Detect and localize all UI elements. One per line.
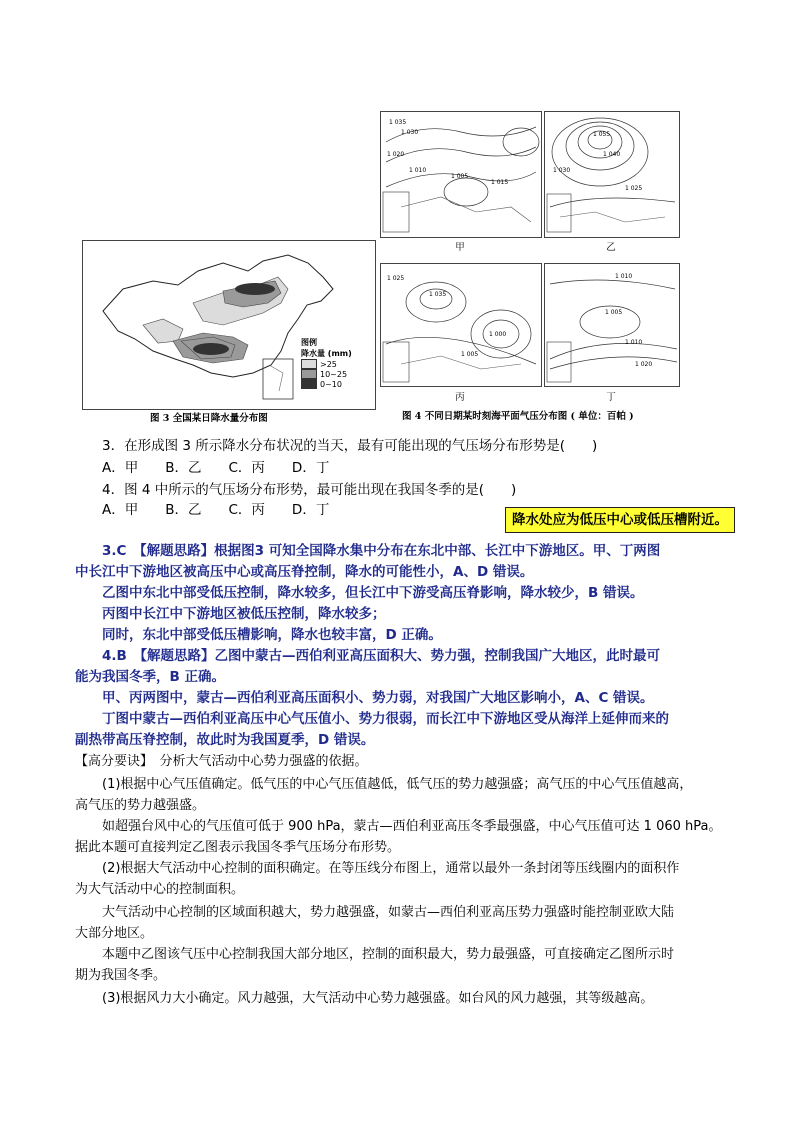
analysis-line: 乙图中东北中部受低压控制，降水较多，但长江中下游受高压脊影响，降水较少，B 错误。	[102, 585, 644, 601]
svg-text:1 035: 1 035	[389, 119, 407, 126]
svg-text:1 025: 1 025	[625, 185, 643, 192]
tips-heading: 【高分要诀】 分析大气活动中心势力强盛的依据。	[75, 754, 368, 769]
legend-item	[301, 379, 373, 389]
legend-label: 0~10	[320, 379, 342, 389]
svg-text:1 030: 1 030	[553, 167, 571, 174]
map-label-yi: 乙	[606, 242, 616, 253]
map-label-bing: 丙	[455, 392, 465, 403]
map-label-jia: 甲	[455, 242, 465, 253]
svg-text:1 005: 1 005	[461, 351, 479, 358]
legend-label: >25	[320, 359, 337, 369]
svg-text:1 020: 1 020	[387, 151, 405, 158]
legend-label: 10~25	[320, 369, 348, 379]
tips-line: 期为我国冬季。	[75, 968, 167, 983]
tips-line: (2)根据大气活动中心控制的面积确定。在等压线分布图上，通常以最外一条封闭等压线圈内的面积作	[102, 861, 680, 876]
precipitation-map	[82, 240, 376, 410]
svg-text:1 025: 1 025	[387, 275, 405, 282]
question-4: 4．图 4 中所示的气压场分布形势，最可能出现在我国冬季的是( )	[102, 482, 517, 498]
question-3-options: A．甲 B．乙 C．丙 D．丁	[102, 460, 330, 476]
analysis-line: 副热带高压脊控制，故此时为我国夏季，D 错误。	[75, 732, 375, 748]
analysis-line: 同时，东北中部受低压槽影响，降水也较丰富，D 正确。	[102, 627, 442, 643]
svg-text:1 035: 1 035	[429, 291, 447, 298]
svg-text:1 055: 1 055	[593, 131, 611, 138]
legend-item	[301, 369, 373, 379]
legend-swatch	[301, 379, 317, 389]
legend-swatch	[301, 369, 317, 379]
pressure-map-ding	[544, 263, 680, 387]
analysis-line: 丁图中蒙古—西伯利亚高压中心气压值小、势力很弱，而长江中下游地区受从海洋上延伸而来的	[102, 711, 669, 727]
analysis-line: 能为我国冬季，B 正确。	[75, 669, 225, 685]
precipitation-legend	[301, 337, 373, 389]
analysis-line: 3.C 【解题思路】根据图3 可知全国降水集中分布在东北中部、长江中下游地区。甲、丁两图	[102, 543, 661, 559]
tips-line: (3)根据风力大小确定。风力越强，大气活动中心势力越强盛。如台风的风力越强，其等级越高。	[102, 991, 654, 1006]
fig4-caption: 图 4 不同日期某时刻海平面气压分布图 ( 单位：百帕 )	[402, 411, 634, 422]
svg-text:1 000: 1 000	[489, 331, 507, 338]
map-label-ding: 丁	[606, 392, 616, 403]
svg-text:1 005: 1 005	[605, 309, 623, 316]
svg-text:1 015: 1 015	[491, 179, 509, 186]
svg-text:1 010: 1 010	[409, 167, 427, 174]
analysis-line: 甲、丙两图中，蒙古—西伯利亚高压面积小、势力弱，对我国广大地区影响小，A、C 错误。	[102, 690, 654, 706]
question-4-options: A．甲 B．乙 C．丙 D．丁	[102, 502, 330, 518]
svg-text:1 030: 1 030	[401, 129, 419, 136]
svg-text:1 040: 1 040	[603, 151, 621, 158]
analysis-line: 4.B 【解题思路】乙图中蒙古—西伯利亚高压面积大、势力强，控制我国广大地区，此时最可	[102, 648, 661, 664]
tips-line: 为大气活动中心的控制面积。	[75, 882, 245, 897]
tips-line: 本题中乙图该气压中心控制我国大部分地区，控制的面积最大，势力最强盛，可直接确定乙图所示时	[102, 947, 675, 962]
tips-line: (1)根据中心气压值确定。低气压的中心气压值越低，低气压的势力越强盛；高气压的中心气压值越高，	[102, 777, 693, 792]
svg-text:1 020: 1 020	[635, 361, 653, 368]
legend-swatch	[301, 359, 317, 369]
tips-line: 大部分地区。	[75, 926, 154, 941]
fig3-caption: 图 3 全国某日降水量分布图	[150, 413, 268, 424]
analysis-line: 丙图中长江中下游地区被低压控制，降水较多；	[102, 606, 386, 622]
pressure-map-yi	[544, 111, 680, 238]
legend-title: 图例	[301, 338, 317, 347]
tips-line: 高气压的势力越强盛。	[75, 798, 206, 813]
svg-text:1 010: 1 010	[625, 339, 643, 346]
tips-line: 据此本题可直接判定乙图表示我国冬季气压场分布形势。	[75, 840, 401, 855]
analysis-line: 中长江中下游地区被高压中心或高压脊控制，降水的可能性小，A、D 错误。	[75, 564, 534, 580]
legend-subtitle: 降水量 (mm)	[301, 349, 352, 358]
legend-item	[301, 359, 373, 369]
svg-text:1 010: 1 010	[615, 273, 633, 280]
tips-line: 大气活动中心控制的区域面积越大，势力越强盛，如蒙古—西伯利亚高压势力强盛时能控制亚欧大陆	[102, 905, 675, 920]
highlight-note: 降水处应为低压中心或低压槽附近。	[505, 507, 735, 533]
pressure-map-bing	[380, 263, 542, 387]
pressure-map-jia	[380, 111, 542, 238]
tips-line: 如超强台风中心的气压值可低于 900 hPa，蒙古—西伯利亚高压冬季最强盛，中心气压值可达 1 060 hPa。	[102, 819, 722, 834]
svg-text:1 005: 1 005	[451, 173, 469, 180]
question-3: 3．在形成图 3 所示降水分布状况的当天，最有可能出现的气压场分布形势是( )	[102, 438, 598, 454]
